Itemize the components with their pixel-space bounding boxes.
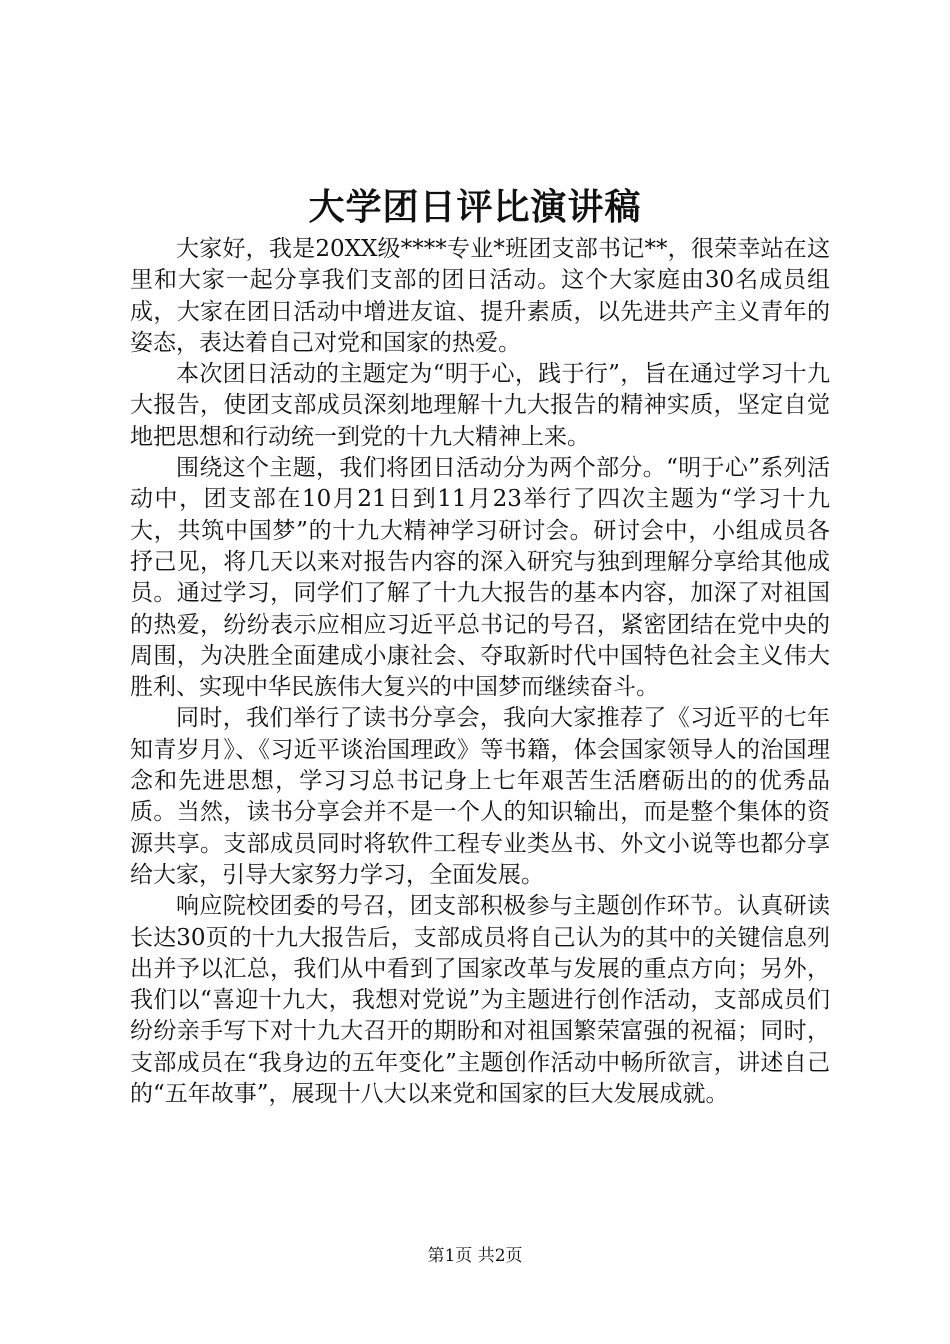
paragraph-theme: 本次团日活动的主题定为“明于心，践于行”，旨在通过学习十九大报告，使团支部成员深刻地理解十九大报告的精神实质，坚定自觉地把思想和行动统一到党的十九大精神上来。 (130, 361, 830, 450)
document-body (130, 234, 830, 1110)
paragraph-book-sharing: 同时，我们举行了读书分享会，我向大家推荐了《习近平的七年知青岁月》、《习近平谈治国理政》等书籍，体会国家领导人的治国理念和先进思想，学习习总书记身上七年艰苦生活磨砺出的的优秀品质。当然，读书分享会并不是一个人的知识输出，而是整个集体的资源共享。支部成员同时将软件工程专业类丛书、外文小说等也都分享给大家，引导大家努力学习，全面发展。 (130, 705, 830, 888)
page-number-footer: 第1页 共2页 (427, 1246, 523, 1266)
paragraph-study-sessions: 围绕这个主题，我们将团日活动分为两个部分。“明于心”系列活动中，团支部在10月21日到11月23举行了四次主题为“学习十九大，共筑中国梦”的十九大精神学习研讨会。研讨会中，小组成员各抒己见，将几天以来对报告内容的深入研究与独到理解分享给其他成员。通过学习，同学们了解了十九大报告的基本内容，加深了对祖国的热爱，纷纷表示应相应习近平总书记的号召，紧密团结在党中央的周围，为决胜全面建成小康社会、夺取新时代中国特色社会主义伟大胜利、实现中华民族伟大复兴的中国梦而继续奋斗。 (130, 455, 830, 701)
paragraph-creation-activities: 响应院校团委的号召，团支部积极参与主题创作环节。认真研读长达30页的十九大报告后，支部成员将自己认为的其中的关键信息列出并予以汇总，我们从中看到了国家改革与发展的重点方向；另外，我们以“喜迎十九大，我想对党说”为主题进行创作活动，支部成员们纷纷亲手写下对十九大召开的期盼和对祖国繁荣富强的祝福；同时，支部成员在“我身边的五年变化”主题创作活动中畅所欲言，讲述自己的“五年故事”，展现十八大以来党和国家的巨大发展成就。 (130, 893, 830, 1108)
paragraph-intro: 大家好，我是20XX级****专业*班团支部书记**，很荣幸站在这里和大家一起分享我们支部的团日活动。这个大家庭由30名成员组成，大家在团日活动中增进友谊、提升素质，以先进共产主义青年的姿态，表达着自己对党和国家的热爱。 (130, 236, 830, 356)
document-title: 大学团日评比演讲稿 (308, 186, 642, 228)
